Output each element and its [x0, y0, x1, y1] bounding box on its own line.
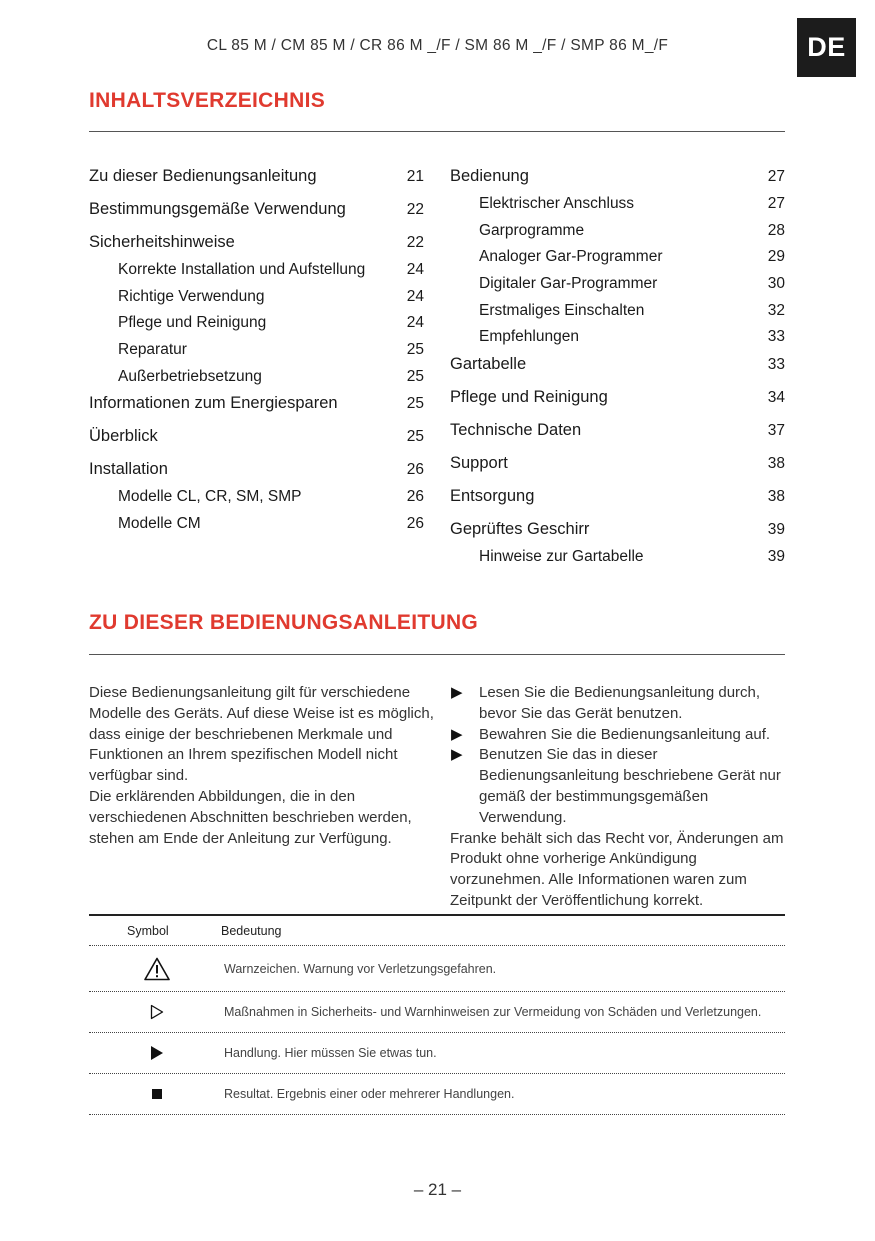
toc-entry-page: 33	[767, 356, 785, 374]
symbol-table-header	[89, 914, 785, 946]
symbol-row	[89, 946, 785, 992]
toc-entry-label: Korrekte Installation und Aufstellung	[118, 261, 366, 278]
toc-entry-page: 39	[767, 548, 785, 566]
symbol-meaning: Maßnahmen in Sicherheits- und Warnhinweisen zur Vermeidung von Schäden und Verletzungen.	[224, 1005, 762, 1019]
toc-entry-page: 25	[406, 428, 424, 446]
toc-entry-page: 37	[767, 422, 785, 440]
toc-entry-label: Zu dieser Bedienungsanleitung	[89, 167, 317, 185]
toc-entry-page: 28	[767, 221, 785, 239]
toc-entry[interactable]	[89, 459, 424, 487]
instruction-item	[450, 683, 785, 725]
toc-entry-page: 27	[767, 195, 785, 212]
toc-entry-label: Pflege und Reinigung	[450, 388, 608, 407]
toc-entry[interactable]	[89, 393, 424, 426]
toc-entry-page: 22	[406, 234, 424, 251]
intro-paragraph: Diese Bedienungsanleitung gilt für verschiedene Modelle des Geräts. Auf diese Weise ist es möglich, dass einige der beschriebenen Merkmale und Funktionen an Ihrem spezifischen Modell nicht verfügbar sind.	[89, 684, 434, 785]
toc-entry-label: Bedienung	[450, 167, 529, 185]
toc-entry[interactable]	[450, 519, 785, 547]
toc-subentry[interactable]	[450, 327, 785, 354]
toc-subentry[interactable]	[89, 287, 424, 314]
toc-entry-label: Empfehlungen	[479, 328, 579, 346]
toc-entry-page: 27	[767, 168, 785, 185]
symbol-table	[89, 914, 785, 1115]
toc-entry-label: Modelle CM	[118, 515, 201, 533]
symbol-meaning: Handlung. Hier müssen Sie etwas tun.	[224, 1046, 437, 1060]
outline-arrow-icon	[150, 1004, 164, 1020]
toc-title: INHALTSVERZEICHNIS	[89, 89, 326, 112]
toc-entry-label: Informationen zum Energiesparen	[89, 394, 338, 413]
toc-entry-page: 26	[406, 515, 424, 533]
toc-entry[interactable]	[89, 232, 424, 260]
toc-entry-page: 34	[767, 389, 785, 407]
filled-arrow-icon	[150, 1045, 164, 1061]
meaning-column-header: Bedeutung	[221, 923, 282, 938]
toc-entry-label: Installation	[89, 460, 168, 479]
toc-entry[interactable]	[450, 354, 785, 387]
toc-subentry[interactable]	[450, 274, 785, 301]
filled-arrow-icon: ▶	[451, 746, 463, 764]
toc-entry-page: 33	[767, 328, 785, 346]
toc-entry-label: Analoger Gar-Programmer	[479, 248, 663, 266]
disclaimer-text: Franke behält sich das Recht vor, Änderungen am Produkt ohne vorherige Ankündigung vorzunehmen. Alle Informationen waren zum Zeitpunkt der Veröffentlichung korrekt.	[450, 829, 784, 909]
toc-subentry[interactable]	[89, 367, 424, 394]
toc-entry-page: 25	[406, 395, 424, 413]
model-list-header: CL 85 M / CM 85 M / CR 86 M _/F / SM 86 M _/F / SMP 86 M_/F	[206, 37, 669, 54]
toc-entry-label: Garprogramme	[479, 221, 585, 239]
toc-entry[interactable]	[89, 199, 424, 232]
toc-entry-label: Geprüftes Geschirr	[450, 520, 590, 539]
symbol-row	[89, 1074, 785, 1115]
toc-entry-page: 21	[406, 168, 424, 185]
toc-entry-page: 26	[406, 488, 424, 506]
toc-entry-label: Sicherheitshinweise	[89, 233, 235, 251]
toc-entry-label: Hinweise zur Gartabelle	[479, 548, 644, 566]
toc-entry-label: Außerbetriebsetzung	[118, 367, 262, 385]
symbol-column-header: Symbol	[127, 923, 169, 938]
toc-entry-label: Entsorgung	[450, 487, 535, 506]
toc-entry-page: 38	[767, 455, 785, 473]
toc-right-column	[450, 166, 785, 574]
toc-entry-page: 39	[767, 521, 785, 539]
toc-entry-page: 22	[406, 201, 424, 218]
toc-entry-label: Gartabelle	[450, 355, 527, 374]
toc-subentry[interactable]	[89, 340, 424, 367]
toc-subentry[interactable]	[450, 194, 785, 221]
toc-entry-page: 26	[406, 461, 424, 479]
filled-arrow-icon: ▶	[451, 725, 463, 743]
toc-entry-page: 32	[767, 301, 785, 319]
toc-entry-label: Digitaler Gar-Programmer	[479, 275, 658, 293]
toc-entry-page: 25	[406, 341, 424, 359]
toc-entry-label: Überblick	[89, 427, 158, 446]
language-badge: DE	[797, 18, 856, 77]
toc-subentry[interactable]	[450, 221, 785, 248]
instruction-item	[450, 745, 785, 828]
warning-triangle-icon	[144, 957, 170, 981]
toc-entry[interactable]	[450, 420, 785, 453]
toc-entry-page: 25	[406, 367, 424, 385]
toc-subentry[interactable]	[89, 514, 424, 541]
about-title: ZU DIESER BEDIENUNGSANLEITUNG	[89, 611, 479, 634]
instruction-text: Bewahren Sie die Bedienungsanleitung auf.	[479, 725, 771, 743]
toc-entry-page: 29	[767, 248, 785, 266]
toc-entry[interactable]	[450, 453, 785, 486]
toc-entry-label: Elektrischer Anschluss	[479, 195, 635, 212]
instruction-text: Lesen Sie die Bedienungsanleitung durch, bevor Sie das Gerät benutzen.	[479, 684, 761, 722]
instructions	[450, 683, 785, 912]
intro-text	[89, 683, 434, 849]
intro-paragraph: Die erklärenden Abbildungen, die in den verschiedenen Abschnitten beschrieben werden, stehen am Ende der Anleitung zur Verfügung.	[89, 787, 412, 847]
instruction-item	[450, 725, 785, 746]
toc-subentry[interactable]	[89, 260, 424, 287]
toc-entry-label: Modelle CL, CR, SM, SMP	[118, 488, 302, 506]
toc-entry-page: 30	[767, 275, 785, 293]
toc-entry-label: Reparatur	[118, 341, 187, 359]
toc-entry-page: 38	[767, 488, 785, 506]
toc-subentry[interactable]	[89, 487, 424, 514]
toc-entry-page: 24	[406, 287, 424, 305]
toc-entry-label: Erstmaliges Einschalten	[479, 301, 645, 319]
toc-entry[interactable]	[450, 387, 785, 420]
toc-entry[interactable]	[450, 486, 785, 519]
toc-entry-label: Bestimmungsgemäße Verwendung	[89, 200, 346, 218]
toc-entry[interactable]	[89, 166, 424, 199]
about-divider	[89, 654, 785, 655]
toc-subentry[interactable]	[450, 247, 785, 274]
toc-entry-label: Richtige Verwendung	[118, 287, 265, 305]
toc-left-column	[89, 166, 424, 541]
toc-entry-page: 24	[406, 261, 424, 278]
toc-subentry[interactable]	[450, 547, 785, 574]
toc-subentry[interactable]	[450, 301, 785, 328]
page-number: – 21 –	[413, 1180, 462, 1199]
symbol-meaning: Resultat. Ergebnis einer oder mehrerer Handlungen.	[224, 1087, 515, 1101]
toc-entry[interactable]	[450, 166, 785, 194]
toc-entry-label: Support	[450, 454, 508, 473]
toc-subentry[interactable]	[89, 313, 424, 340]
toc-entry-page: 24	[406, 314, 424, 332]
symbol-meaning: Warnzeichen. Warnung vor Verletzungsgefahren.	[224, 961, 497, 976]
toc-entry-label: Pflege und Reinigung	[118, 314, 267, 332]
instruction-text: Benutzen Sie das in dieser Bedienungsanleitung beschriebene Gerät nur gemäß der bestimmungsgemäßen Verwendung.	[479, 746, 781, 826]
symbol-row	[89, 1033, 785, 1074]
toc-divider	[89, 131, 785, 132]
filled-arrow-icon: ▶	[451, 684, 463, 701]
toc-entry[interactable]	[89, 426, 424, 459]
toc-entry-label: Technische Daten	[450, 421, 582, 440]
symbol-row	[89, 992, 785, 1033]
filled-square-icon	[152, 1089, 162, 1099]
